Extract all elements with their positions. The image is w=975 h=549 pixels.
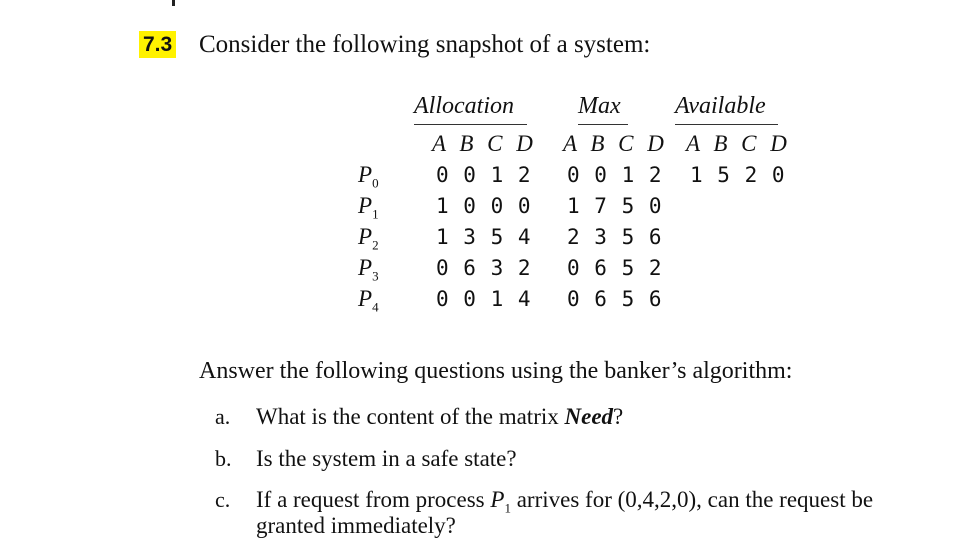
problem-title: Consider the following snapshot of a system: (199, 31, 651, 58)
question-b-letter: b. (215, 446, 232, 471)
column-letters-available: A B C D (686, 131, 791, 156)
process-label-p1: $P_1$ (358, 193, 379, 222)
header-rule-available (675, 124, 778, 125)
questions-intro: Answer the following questions using the banker’s algorithm: (199, 358, 793, 384)
process-label-p3: $P_3$ (358, 255, 379, 284)
header-rule-allocation (414, 124, 527, 125)
max-p1: 1 7 5 0 (567, 194, 663, 218)
available-values: 1 5 2 0 (690, 163, 786, 187)
question-c-text-line2: granted immediately? (256, 513, 456, 538)
column-letters-allocation: A B C D (432, 131, 537, 156)
max-p3: 0 6 5 2 (567, 256, 663, 280)
max-p2: 2 3 5 6 (567, 225, 663, 249)
problem-number: 7.3 (139, 31, 176, 58)
process-label-p2: $P_2$ (358, 224, 379, 253)
column-letters-max: A B C D (563, 131, 668, 156)
allocation-p0: 0 0 1 2 (436, 163, 532, 187)
question-c-letter: c. (215, 487, 231, 512)
allocation-p2: 1 3 5 4 (436, 225, 532, 249)
question-b-text: Is the system in a safe state? (256, 446, 517, 471)
max-p0: 0 0 1 2 (567, 163, 663, 187)
allocation-p1: 1 0 0 0 (436, 194, 532, 218)
max-p4: 0 6 5 6 (567, 287, 663, 311)
allocation-p3: 0 6 3 2 (436, 256, 532, 280)
header-max: Max (578, 93, 621, 119)
header-rule-max (578, 124, 628, 125)
page-edge-mark (172, 0, 175, 6)
header-allocation: Allocation (414, 93, 514, 119)
header-available: Available (675, 93, 766, 119)
process-label-p4: $P_4$ (358, 286, 379, 315)
question-c-text: If a request from process $P_1$ arrives for (0,4,2,0), can the request be (256, 487, 874, 516)
question-a-letter: a. (215, 404, 231, 429)
question-a-text: What is the content of the matrix Need? (256, 404, 624, 429)
allocation-p4: 0 0 1 4 (436, 287, 532, 311)
process-label-p0: $P_0$ (358, 162, 379, 191)
